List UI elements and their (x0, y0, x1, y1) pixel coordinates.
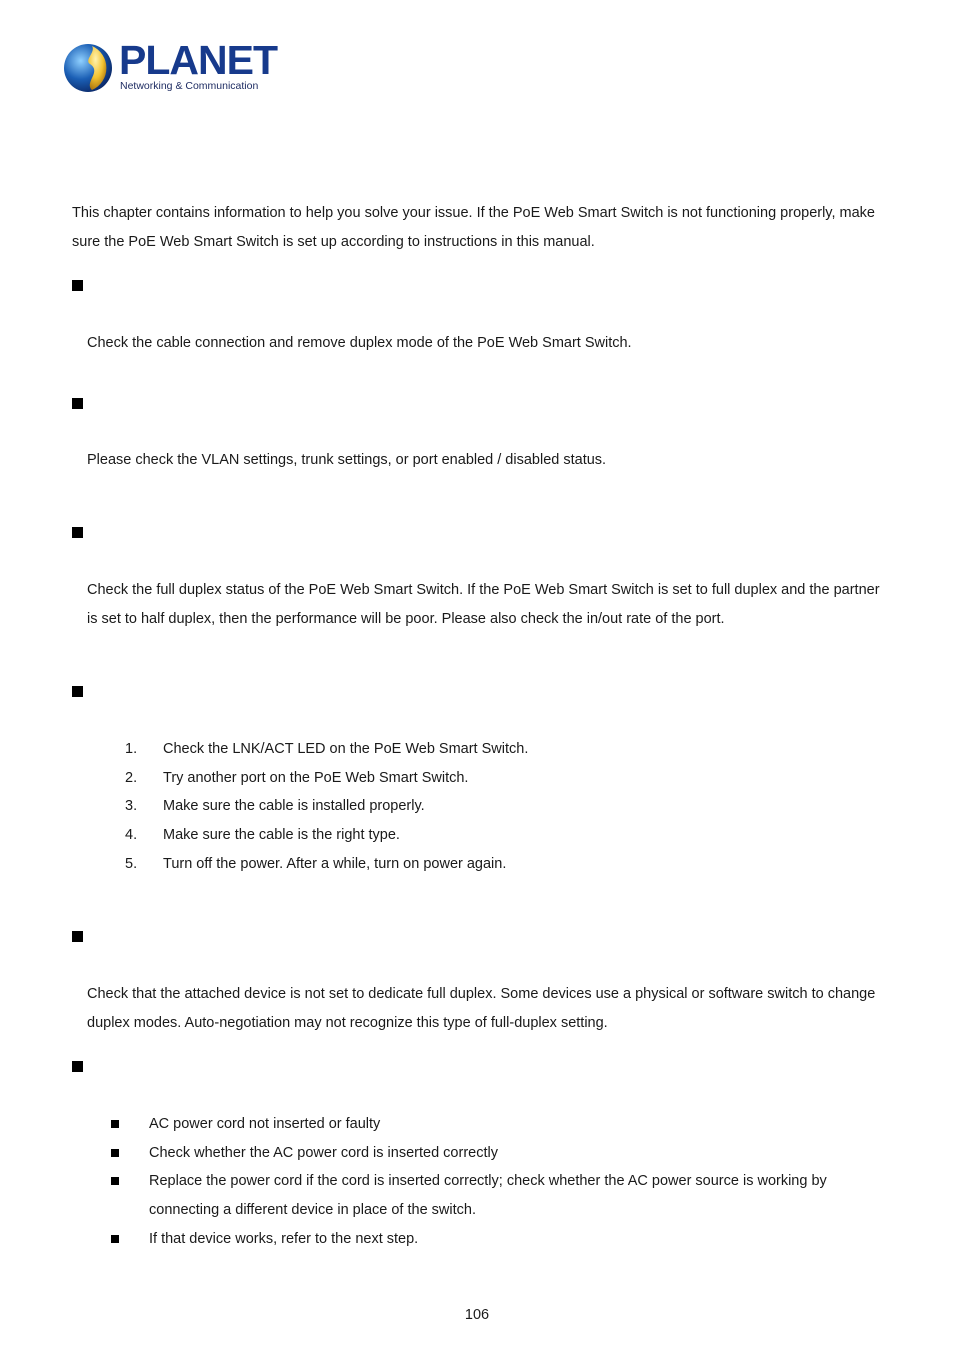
section-square-icon (72, 1061, 83, 1072)
section-body: Check the cable connection and remove duplex mode of the PoE Web Smart Switch. (87, 335, 632, 351)
bullet-item-text: AC power cord not inserted or faulty (149, 1116, 381, 1132)
list-item-number: 3. (125, 798, 138, 815)
planet-globe-icon (62, 42, 114, 94)
list-item-number: 4. (125, 827, 138, 844)
section-body: Please check the VLAN settings, trunk settings, or port enabled / disabled status. (87, 452, 607, 468)
list-item-text: Check the LNK/ACT LED on the PoE Web Smart Switch. (163, 741, 529, 757)
list-item-text: Try another port on the PoE Web Smart Switch. (163, 769, 469, 786)
bullet-item-text: Check whether the AC power cord is inserted correctly (149, 1145, 498, 1161)
bullet-item-text: Replace the power cord if the cord is inserted correctly; check whether the AC power source is working by connecting a different device in place of the switch. (149, 1173, 827, 1218)
list-item-text: Turn off the power. After a while, turn on power again. (163, 855, 507, 872)
section-square-icon (72, 686, 83, 697)
section-square-icon (72, 931, 83, 942)
planet-logo (62, 37, 277, 96)
bullet-square-icon (111, 1177, 119, 1185)
section-square-icon (72, 280, 83, 291)
section-square-icon (72, 527, 83, 538)
bullet-square-icon (111, 1149, 119, 1157)
page-number: 106 (464, 1307, 490, 1323)
logo-wordmark: PLANET (119, 37, 277, 83)
list-item-number: 2. (125, 769, 138, 786)
bullet-square-icon (111, 1120, 119, 1128)
list-item-number: 1. (125, 741, 138, 757)
section-body: Check that the attached device is not set to dedicate full duplex. Some devices use a physical or software switch to change duplex modes. Auto-negotiation may not recognize this type of full-duplex setting. (87, 986, 876, 1031)
section-body: Check the full duplex status of the PoE Web Smart Switch. If the PoE Web Smart Switch is set to full duplex and the partner is set to half duplex, then the performance will be poor. Please also check the in/out rate of the port. (87, 582, 880, 627)
list-item-number: 5. (125, 855, 138, 872)
logo-tagline: Networking & Communication (120, 80, 259, 92)
list-item-text: Make sure the cable is the right type. (163, 827, 400, 844)
intro-paragraph: This chapter contains information to help you solve your issue. If the PoE Web Smart Switch is not functioning properly, make sure the PoE Web Smart Switch is set up according to instructions in this manual. (72, 205, 875, 250)
bullet-item-text: If that device works, refer to the next step. (149, 1231, 419, 1247)
list-item-text: Make sure the cable is installed properly. (163, 798, 425, 815)
section-square-icon (72, 398, 83, 409)
bullet-square-icon (111, 1235, 119, 1243)
